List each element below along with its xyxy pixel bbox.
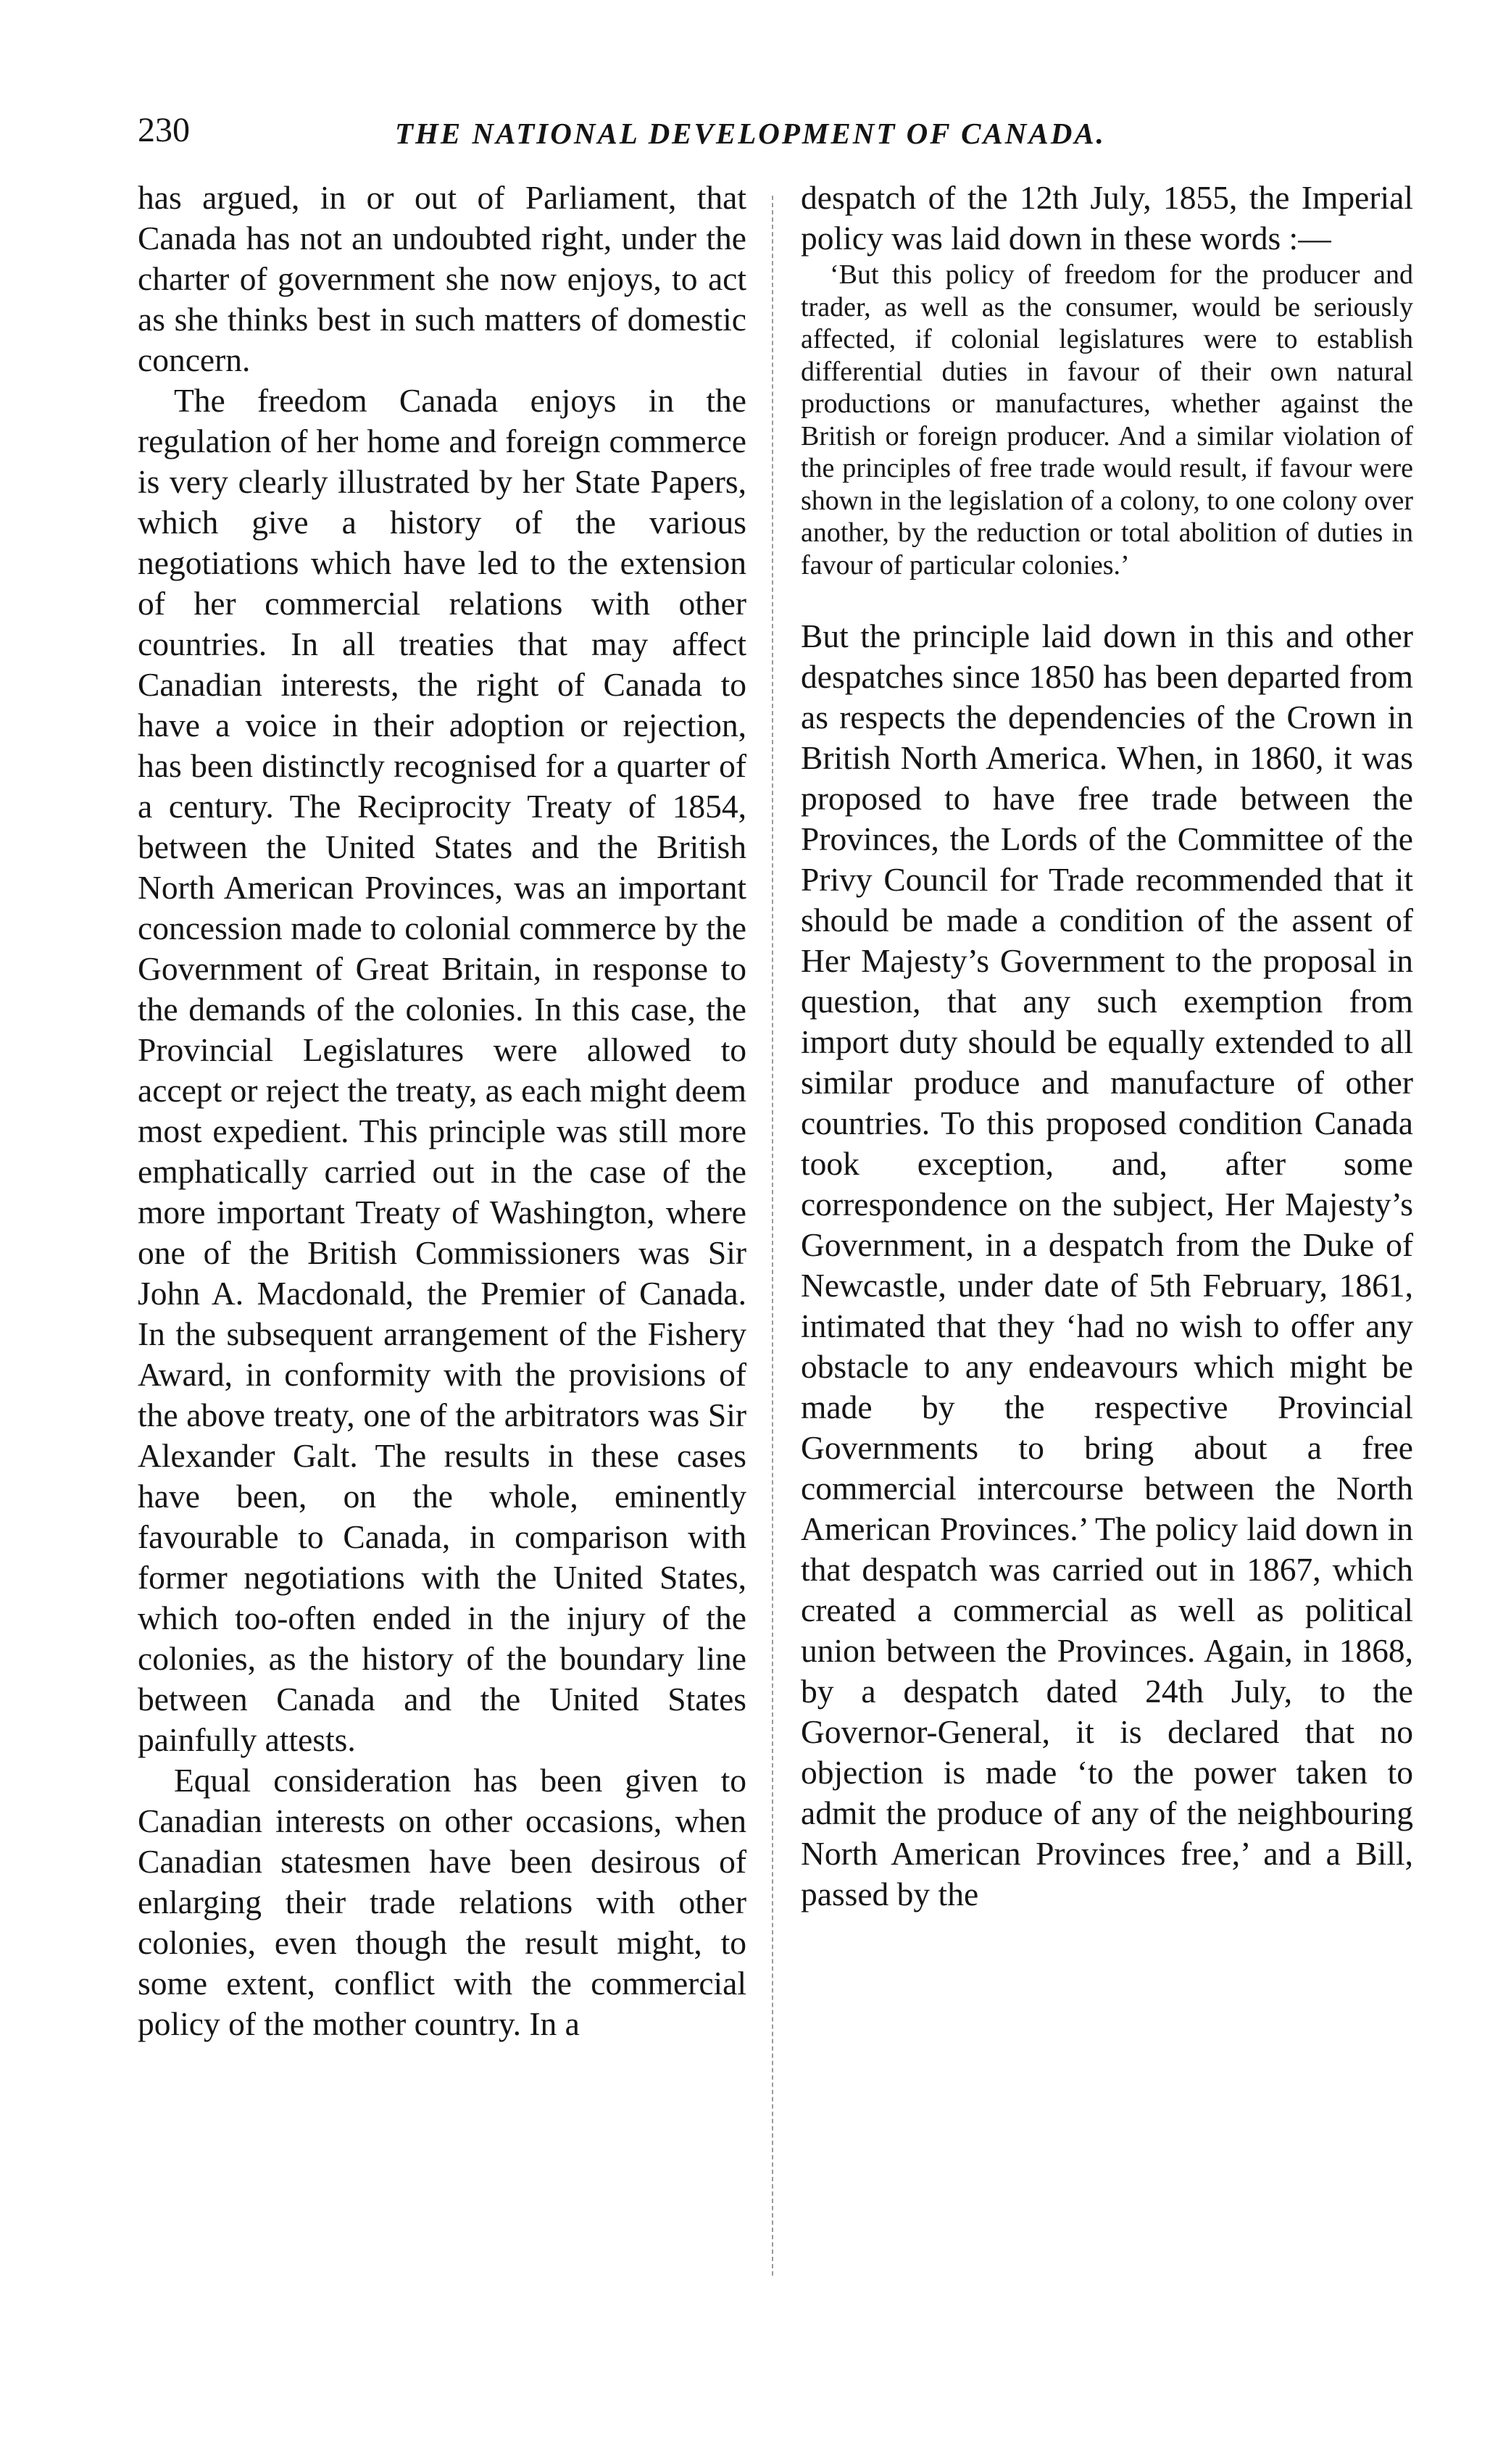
column-divider	[772, 196, 773, 2276]
right-paragraph-1: despatch of the 12th July, 1855, the Imperial policy was laid down in these words :—	[801, 179, 1413, 257]
left-column	[138, 178, 746, 2044]
page-number: 230	[138, 111, 190, 149]
left-paragraph-1: has argued, in or out of Parliament, that Canada has not an undoubted right, under the charter of government she now enjoys, to act as she thinks best in such matters of domestic concern.	[138, 179, 746, 378]
right-column	[801, 178, 1413, 1915]
right-paragraph-2: But the principle laid down in this and other despatches since 1850 has been departed from as respects the dependencies of the Crown in British North America. When, in 1860, it was proposed to have free trade between the Provinces, the Lords of the Committee of the Privy Council for Trade recommended that it should be made a condition of the assent of Her Majesty’s Government to the proposal in question, that any such exemption from import duty should be equally extended to all similar produce and manufacture of other countries. To this proposed condition Canada took exception, and, after some correspondence on the subject, Her Majesty’s Government, in a despatch from the Duke of Newcastle, under date of 5th February, 1861, intimated that they ‘had no wish to offer any obstacle to any endeavours which might be made by the respective Provincial Governments to bring about a free commercial intercourse between the North American Provinces.’ The policy laid down in that despatch was carried out in 1867, which created a commercial as well as political union between the Provinces. Again, in 1868, by a despatch dated 24th July, to the Governor-General, it is declared that no objection is made ‘to the power taken to admit the produce of any of the neighbouring North American Provinces free,’ and a Bill, passed by the	[801, 617, 1413, 1912]
block-quote: ‘But this policy of freedom for the producer and trader, as well as the consumer, would be seriously affected, if colonial legislatures were to establish differential duties in favour of their own natural productions or manufactures, whether against the British or foreign producer. And a similar violation of the principles of free trade would result, if favour were shown in the legislation of a colony, to one colony over another, by the reduction or total abolition of duties in favour of particular colonies.’	[801, 259, 1413, 580]
left-paragraph-3: Equal consideration has been given to Canadian interests on other occasions, when Canadian statesmen have been desirous of enlarging their trade relations with other colonies, even though the result might, to some extent, conflict with the commercial policy of the mother country. In a	[138, 1762, 746, 2042]
page-header	[138, 109, 1420, 167]
left-paragraph-2: The freedom Canada enjoys in the regulation of her home and foreign commerce is very clearly illustrated by her State Papers, which give a history of the various negotiations which have led to the extension of her commercial relations with other countries. In all treaties that may affect Canadian interests, the right of Canada to have a voice in their adoption or rejection, has been distinctly recognised for a quarter of a century. The Reciprocity Treaty of 1854, between the United States and the British North American Provinces, was an important concession made to colonial commerce by the Government of Great Britain, in response to the demands of the colonies. In this case, the Provincial Legislatures were allowed to accept or reject the treaty, as each might deem most expedient. This principle was still more emphatically carried out in the case of the more important Treaty of Washington, where one of the British Commissioners was Sir John A. Macdonald, the Premier of Canada. In the subsequent arrangement of the Fishery Award, in conformity with the provisions of the above treaty, one of the arbitrators was Sir Alexander Galt. The results in these cases have been, on the whole, eminently favourable to Canada, in comparison with former negotiations with the United States, which too-often ended in the injury of the colonies, as the history of the boundary line between Canada and the United States painfully attests.	[138, 382, 746, 1758]
running-title: THE NATIONAL DEVELOPMENT OF CANADA.	[395, 117, 1106, 150]
